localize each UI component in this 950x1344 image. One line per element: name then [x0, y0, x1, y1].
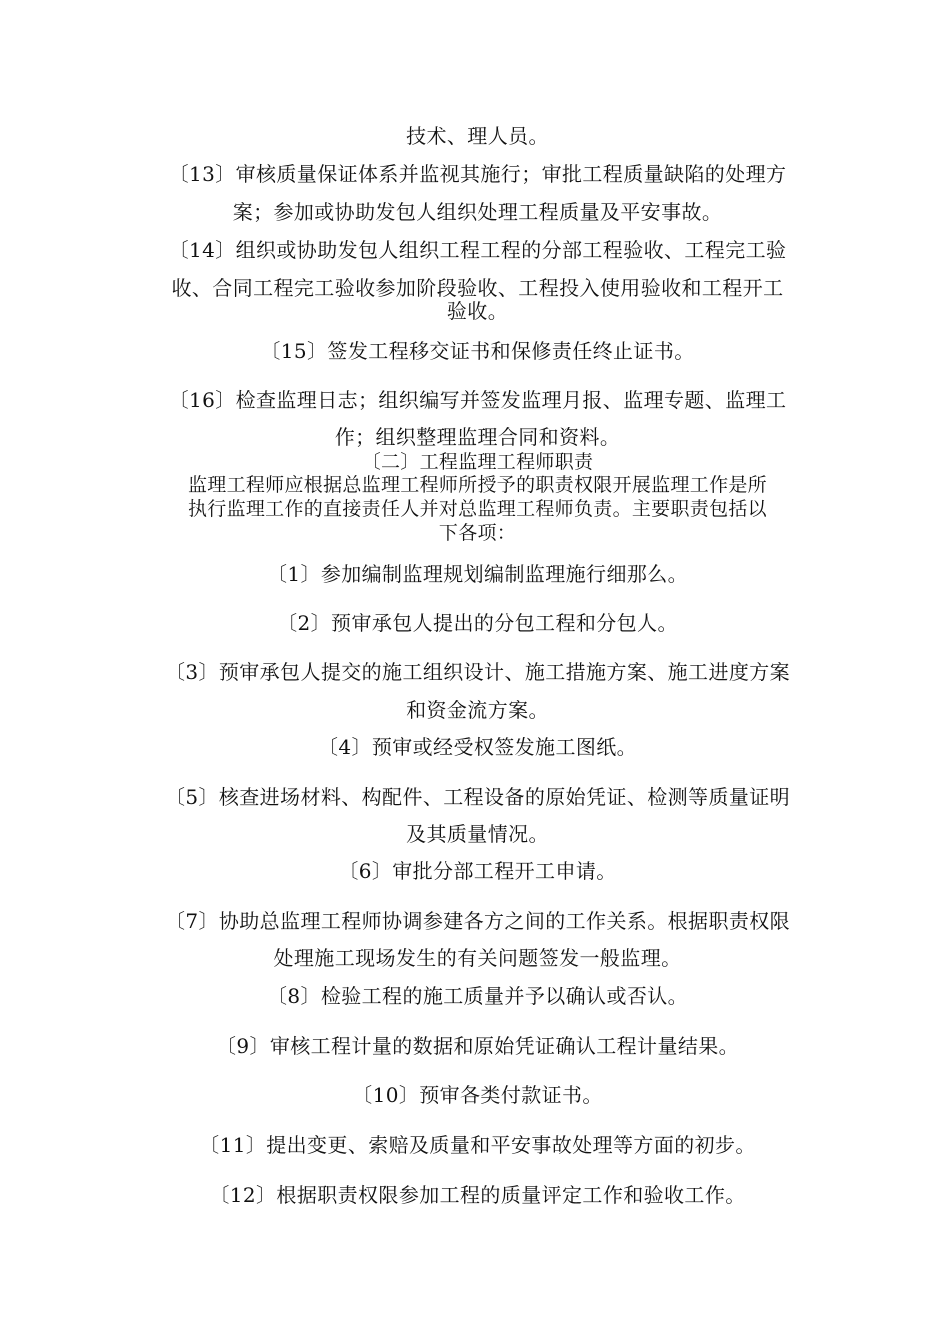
text-line: 〔15〕签发工程移交证书和保修责任终止证书。 — [260, 339, 695, 363]
text-line: 〔9〕审核工程计量的数据和原始凭证确认工程计量结果。 — [215, 1034, 740, 1058]
text-line: 技术、理人员。 — [406, 124, 549, 148]
text-line: 案；参加或协助发包人组织处理工程质量及平安事故。 — [232, 200, 723, 224]
text-line: 〔4〕预审或经受权签发施工图纸。 — [317, 735, 638, 759]
text-line: 下各项： — [438, 522, 517, 544]
text-line: 〔8〕检验工程的施工质量并予以确认或否认。 — [266, 984, 689, 1008]
text-line: 〔14〕组织或协助发包人组织工程工程的分部工程验收、工程完工验 — [168, 238, 787, 262]
text-line: 处理施工现场发生的有关问题签发一般监理。 — [273, 946, 682, 970]
text-line: 〔11〕提出变更、索赔及质量和平安事故处理等方面的初步。 — [199, 1133, 756, 1157]
text-line: 验收。 — [446, 299, 509, 323]
text-line: 〔3〕预审承包人提交的施工组织设计、施工措施方案、施工进度方案 — [164, 660, 791, 684]
text-line: 〔7〕协助总监理工程师协调参建各方之间的工作关系。根据职责权限 — [164, 909, 791, 933]
text-line: 〔10〕预审各类付款证书。 — [352, 1083, 603, 1107]
text-line: 〔1〕参加编制监理规划编制监理施行细那么。 — [266, 562, 689, 586]
text-line: 作；组织整理监理合同和资料。 — [334, 425, 621, 449]
section-heading: 〔二〕工程监理工程师职责 — [361, 451, 594, 473]
text-line: 〔2〕预审承包人提出的分包工程和分包人。 — [277, 611, 678, 635]
text-line: 〔12〕根据职责权限参加工程的质量评定工作和验收工作。 — [209, 1183, 746, 1207]
text-line: 〔6〕审批分部工程开工申请。 — [338, 859, 617, 883]
text-line: 监理工程师应根据总监理工程师所授予的职责权限开展监理工作是所 — [187, 474, 767, 496]
text-line: 〔5〕核查进场材料、构配件、工程设备的原始凭证、检测等质量证明 — [164, 785, 791, 809]
text-line: 〔16〕检查监理日志；组织编写并签发监理月报、监理专题、监理工 — [168, 388, 787, 412]
text-line: 及其质量情况。 — [406, 822, 549, 846]
text-line: 〔13〕审核质量保证体系并监视其施行；审批工程质量缺陷的处理方 — [168, 162, 787, 186]
text-line: 执行监理工作的直接责任人并对总监理工程师负责。主要职责包括以 — [187, 498, 767, 520]
text-line: 和资金流方案。 — [406, 698, 549, 722]
text-line: 收、合同工程完工验收参加阶段验收、工程投入使用验收和工程开工 — [171, 276, 784, 300]
